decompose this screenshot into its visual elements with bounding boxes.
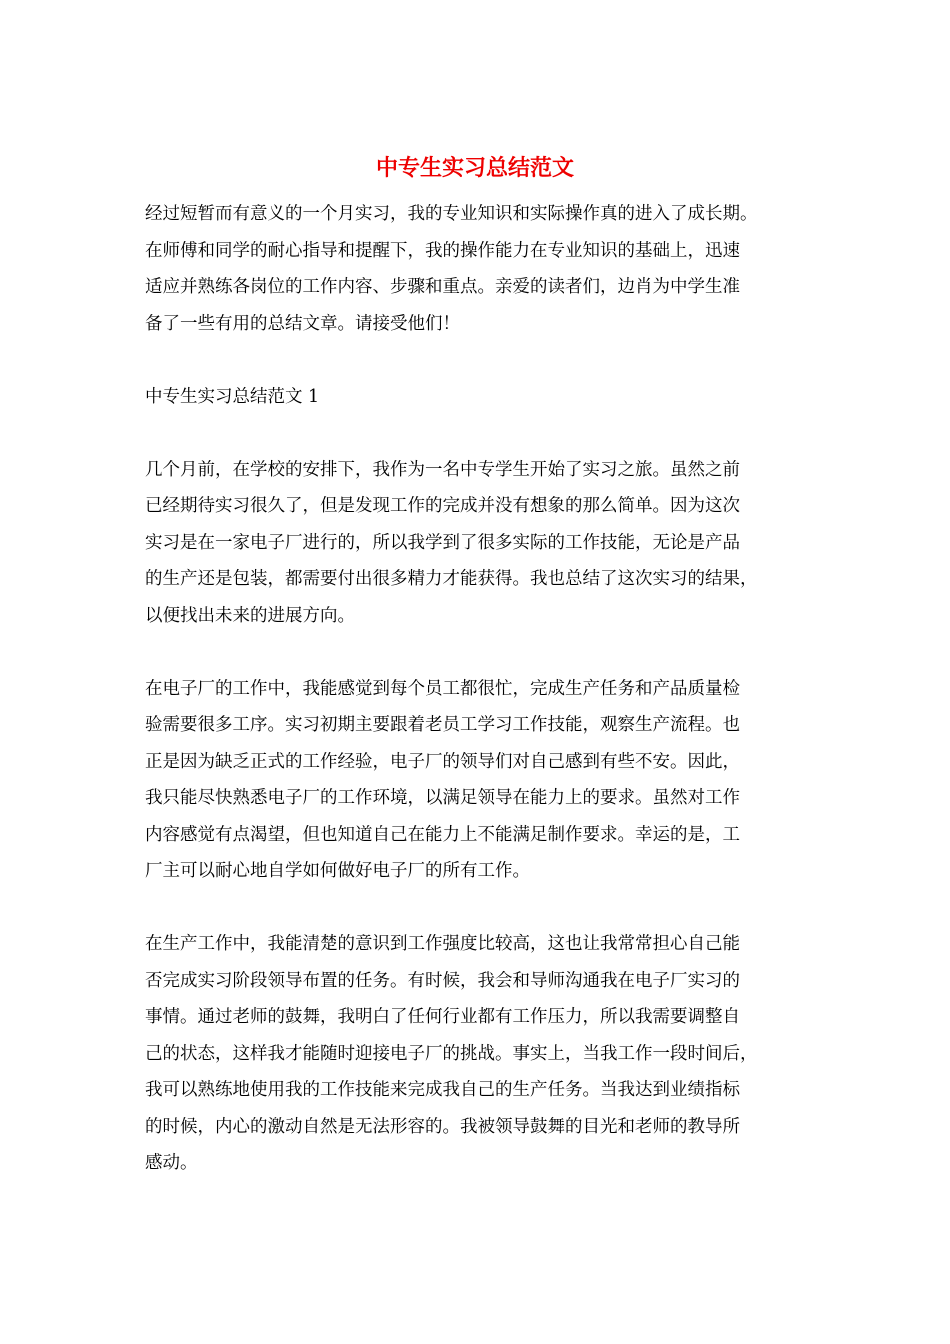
text-line: 验需要很多工序。实习初期主要跟着老员工学习工作技能，观察生产流程。也	[145, 715, 740, 735]
paragraph-gap	[145, 634, 815, 671]
text-line: 经过短暂而有意义的一个月实习，我的专业知识和实际操作真的进入了成长期。	[145, 204, 758, 224]
text-line: 在师傅和同学的耐心指导和提醒下，我的操作能力在专业知识的基础上，迅速	[145, 240, 740, 261]
text-line: 适应并熟练各岗位的工作内容、步骤和重点。亲爱的读者们，边肖为中学生准	[145, 277, 740, 297]
section-heading: 中专生实习总结范文 1	[145, 386, 320, 407]
paragraph-gap	[145, 415, 815, 452]
text-line: 在电子厂的工作中，我能感觉到每个员工都很忙，完成生产任务和产品质量检	[145, 678, 740, 699]
text-line: 备了一些有用的总结文章。请接受他们！	[145, 313, 460, 334]
text-line: 几个月前，在学校的安排下，我作为一名中专学生开始了实习之旅。虽然之前	[145, 459, 740, 480]
text-line: 己的状态，这样我才能随时迎接电子厂的挑战。事实上，当我工作一段时间后，	[145, 1043, 758, 1064]
document-title: 中专生实习总结范文	[375, 155, 574, 181]
document-body	[145, 196, 815, 1182]
text-line: 我只能尽快熟悉电子厂的工作环境，以满足领导在能力上的要求。虽然对工作	[145, 788, 740, 808]
text-line: 实习是在一家电子厂进行的，所以我学到了很多实际的工作技能，无论是产品	[145, 532, 740, 553]
text-line: 厂主可以耐心地自学如何做好电子厂的所有工作。	[145, 861, 530, 881]
intro-paragraph	[145, 196, 815, 342]
text-line: 否完成实习阶段领导布置的任务。有时候，我会和导师沟通我在电子厂实习的	[145, 970, 740, 991]
text-line: 我可以熟练地使用我的工作技能来完成我自己的生产任务。当我达到业绩指标	[145, 1080, 740, 1100]
text-line: 内容感觉有点渴望，但也知道自己在能力上不能满足制作要求。幸运的是，工	[145, 824, 740, 845]
text-line: 以便找出未来的进展方向。	[145, 605, 355, 626]
text-line: 的生产还是包装，都需要付出很多精力才能获得。我也总结了这次实习的结果，	[145, 569, 758, 589]
text-line: 的时候，内心的激动自然是无法形容的。我被领导鼓舞的目光和老师的教导所	[145, 1116, 740, 1137]
paragraph-3	[145, 926, 815, 1182]
text-line: 感动。	[145, 1153, 198, 1173]
paragraph-gap	[145, 342, 815, 379]
text-line: 事情。通过老师的鼓舞，我明白了任何行业都有工作压力，所以我需要调整自	[145, 1007, 740, 1027]
paragraph-1	[145, 452, 815, 635]
text-line: 正是因为缺乏正式的工作经验，电子厂的领导们对自己感到有些不安。因此，	[145, 751, 740, 772]
text-line: 在生产工作中，我能清楚的意识到工作强度比较高，这也让我常常担心自己能	[145, 934, 740, 954]
text-line: 已经期待实习很久了，但是发现工作的完成并没有想象的那么简单。因为这次	[145, 496, 740, 516]
paragraph-gap	[145, 890, 815, 927]
paragraph-2	[145, 671, 815, 890]
